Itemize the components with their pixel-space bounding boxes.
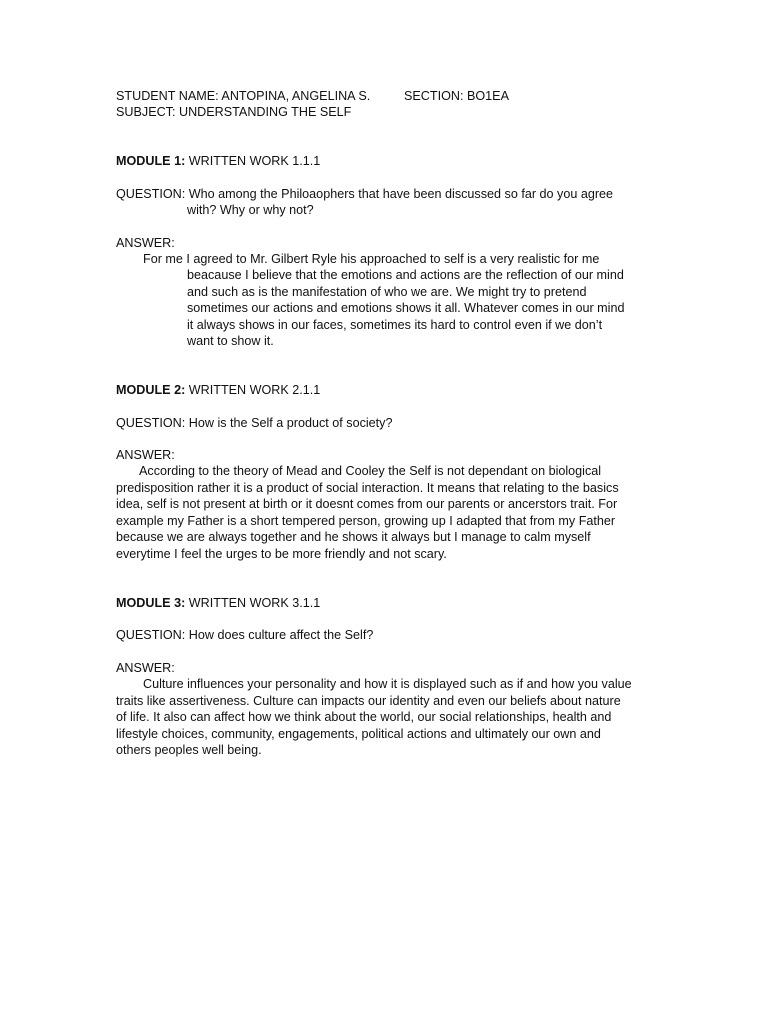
module2-question: QUESTION: How is the Self a product of society? xyxy=(116,416,393,430)
module3-answer-label: ANSWER: xyxy=(116,661,175,675)
module1-label: MODULE 1: xyxy=(116,154,186,168)
module1-heading xyxy=(116,153,320,169)
module2-label: MODULE 2: xyxy=(116,383,186,397)
module1-answer-line: For me I agreed to Mr. Gilbert Ryle his approached to self is a very realistic for me xyxy=(143,252,600,266)
module2-answer-line: idea, self is not present at birth or it doesnt comes from our parents or ancerstors trait. For xyxy=(116,497,618,511)
module2-answer-line: According to the theory of Mead and Cooley the Self is not dependant on biological xyxy=(139,464,602,478)
module3-answer-line: lifestyle choices, community, engagements, political actions and ultimately our own and xyxy=(116,727,601,741)
section: SECTION: BO1EA xyxy=(404,89,509,103)
module2-answer-line: predisposition rather it is a product of social interaction. It means that relating to the basics xyxy=(116,481,619,495)
module3-work: WRITTEN WORK 3.1.1 xyxy=(188,596,321,610)
module1-answer-line: it always shows in our faces, sometimes its hard to control even if we don’t xyxy=(187,318,603,332)
module2-answer-line: because we are always together and he shows it always but I manage to calm myself xyxy=(116,530,591,544)
module1-question-line: QUESTION: Who among the Philoaophers that have been discussed so far do you agree xyxy=(116,187,614,201)
module3-label: MODULE 3: xyxy=(116,596,186,610)
module1-answer-line: and such as is the manifestation of who we are. We might try to pretend xyxy=(187,285,587,299)
subject: SUBJECT: UNDERSTANDING THE SELF xyxy=(116,105,352,119)
module2-work: WRITTEN WORK 2.1.1 xyxy=(188,383,321,397)
student-name: STUDENT NAME: ANTOPINA, ANGELINA S. xyxy=(116,89,371,103)
module1-answer-line: sometimes our actions and emotions shows it all. Whatever comes in our mind xyxy=(187,301,625,315)
module3-answer-line: traits like assertiveness. Culture can impacts our identity and even our beliefs about nature xyxy=(116,694,621,708)
module3-question: QUESTION: How does culture affect the Self? xyxy=(116,628,374,642)
module3-answer-line: others peoples well being. xyxy=(116,743,262,757)
module3-answer-line: of life. It also can affect how we think about the world, our social relationships, health and xyxy=(116,710,612,724)
module2-answer-label: ANSWER: xyxy=(116,448,175,462)
module1-answer-label: ANSWER: xyxy=(116,236,175,250)
module2-answer-line: everytime I feel the urges to be more friendly and not scary. xyxy=(116,547,447,561)
module3-answer-line: Culture influences your personality and how it is displayed such as if and how you value xyxy=(143,677,632,691)
module1-question-line: with? Why or why not? xyxy=(187,203,314,217)
module1-answer-line: beacause I believe that the emotions and actions are the reflection of our mind xyxy=(187,268,624,282)
module1-answer-line: want to show it. xyxy=(187,334,274,348)
module3-heading xyxy=(116,595,320,611)
module2-heading xyxy=(116,382,320,398)
module1-work: WRITTEN WORK 1.1.1 xyxy=(188,154,321,168)
module2-answer-line: example my Father is a short tempered person, growing up I adapted that from my Father xyxy=(116,514,616,528)
